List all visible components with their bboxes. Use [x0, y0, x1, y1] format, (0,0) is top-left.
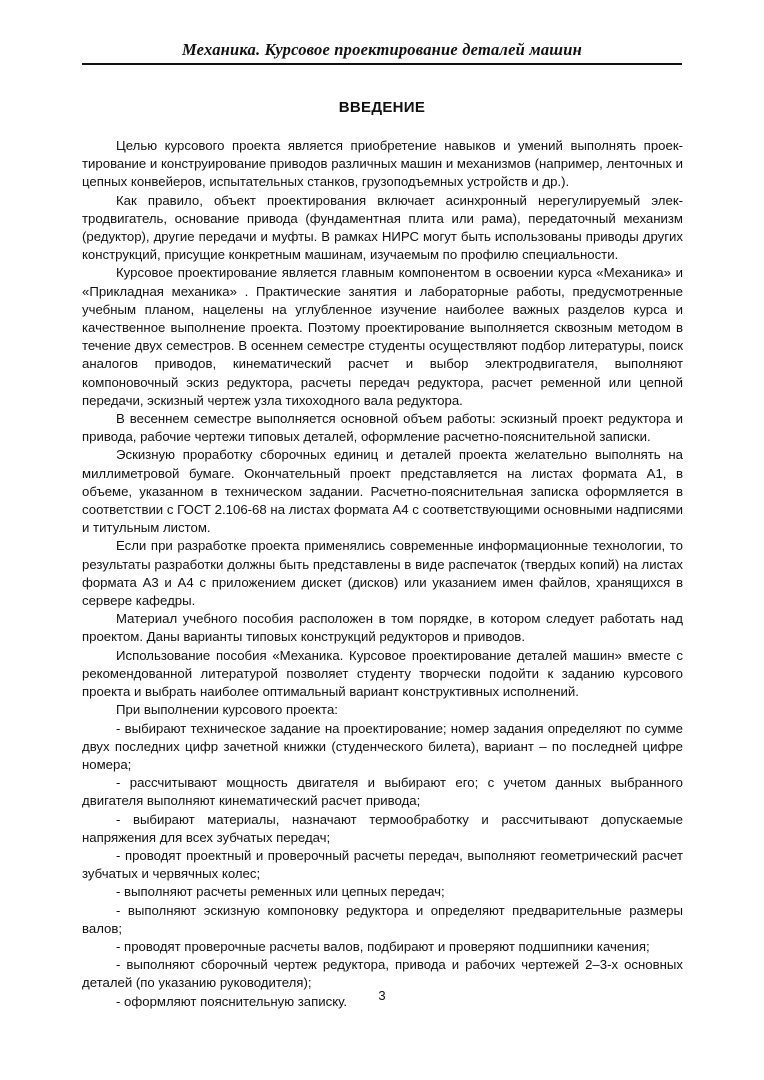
header-divider	[82, 63, 682, 65]
list-item: - выполняют сборочный чертеж редуктора, привода и рабочих чертежей 2–3-х основных деталей (по указанию руководителя);	[82, 957, 683, 991]
paragraph: Целью курсового проекта является приобретение навыков и умений выполнять проектирование и конструирование приводов различных машин и механизмов (например, ленточных и цепных конвейеров, испытательных станков, грузоподъемных устройств и др.).	[82, 138, 683, 190]
list-item: - выполняют эскизную компоновку редуктора и определяют предварительные размеры валов;	[82, 902, 683, 936]
body-text	[82, 137, 683, 1011]
section-title: ВВЕДЕНИЕ	[338, 99, 426, 116]
paragraph: Использование пособия «Механика. Курсовое проектирование деталей машин» вместе с рекомендованной литературой позволяет студенту творчески подойти к заданию курсового проекта и выбрать наиболее оптимальный вариант конструктивных исполнений.	[82, 647, 683, 700]
page-number: 3	[378, 988, 386, 1003]
list-item: - выбирают техническое задание на проектирование; номер задания определяют по сумме двух последних цифр зачетной книжки (студенческого билета), вариант – по последней цифре номера;	[82, 720, 683, 772]
list-item: - проводят проектный и проверочный расчеты передач, выполняют геометрический расчет зубчатых и червячных колес;	[82, 847, 683, 882]
list-item: - выбирают материалы, назначают термообработку и рассчитывают допускаемые напряжения для всех зубчатых передач;	[82, 811, 683, 845]
list-item: - проводят проверочные расчеты валов, подбирают и проверяют подшипники качения;	[116, 938, 650, 954]
paragraph: Курсовое проектирование является главным компонентом в освоении курса «Механика» и «Прикладная механика» . Практические занятия и лабораторные работы, предусмотренные учебным планом, нацелены на углубленное изучение наиболее важных разделов курса и качественное выполнение проекта. Поэтому проектирование выполняется сквозным методом в течение двух семестров. В осеннем семестре студенты осуществляют подбор литературы, поиск аналогов приводов, кинематический расчет и выбор электродвигателя, выполняют компоновочный эскиз редуктора, расчеты передач редуктора, расчет ременной или цепной передачи, эскизный чертеж узла тихоходного вала редуктора.	[82, 265, 683, 408]
list-item: - рассчитывают мощность двигателя и выбирают его; с учетом данных выбранного двигателя выполняют кинематический расчет привода;	[82, 775, 683, 809]
running-header: Механика. Курсовое проектирование деталей машин	[182, 40, 582, 59]
paragraph: Материал учебного пособия расположен в том порядке, в котором следует работать над проектом. Даны варианты типовых конструкций редукторов и приводов.	[82, 611, 683, 645]
paragraph: В весеннем семестре выполняется основной объем работы: эскизный проект редуктора и привода, рабочие чертежи типовых деталей, оформление расчетно-пояснительной записки.	[82, 411, 683, 445]
paragraph: Эскизную проработку сборочных единиц и деталей проекта желательно выполнять на миллиметровой бумаге. Окончательный проект представляется на листах формата А1, в объеме, указанном в техническом задании. Расчетно-пояснительная записка оформляется в соответствии с ГОСТ 2.106-68 на листах формата А4 с соответствующими основными надписями и титульным листом.	[82, 447, 683, 536]
paragraph: Как правило, объект проектирования включает асинхронный нерегулируемый электродвигатель, основание привода (фундаментная плита или рама), передаточный механизм (редуктор), другие передачи и муфты. В рамках НИРС могут быть использованы приводы других конструкций, присущие конкретным машинам, изучаемым по профилю специальности.	[82, 192, 683, 263]
paragraph: Если при разработке проекта применялись современные информационные технологии, то результаты разработки должны быть представлены в виде распечаток (твердых копий) на листах формата А3 и А4 с приложением дискет (дисков) или указанием имен файлов, хранящихся в сервере кафедры.	[82, 538, 683, 609]
list-item: - выполняют расчеты ременных или цепных передач;	[116, 884, 445, 900]
list-intro: При выполнении курсового проекта:	[116, 702, 338, 718]
list-item: - оформляют пояснительную записку.	[116, 993, 348, 1009]
